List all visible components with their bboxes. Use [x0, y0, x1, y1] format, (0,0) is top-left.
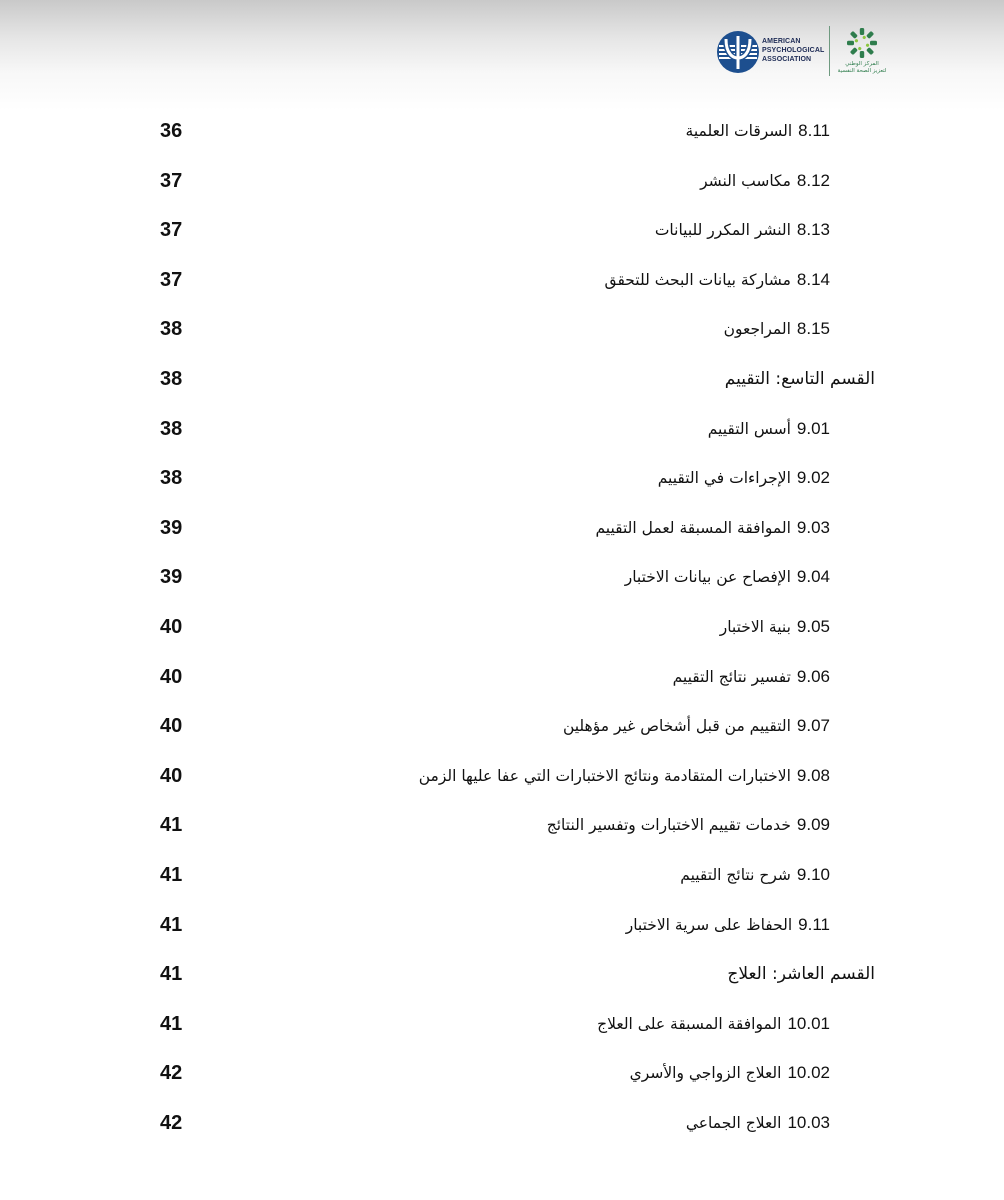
toc-title	[686, 1113, 830, 1133]
toc-page-number: 40	[160, 616, 183, 638]
toc-entry-title: شرح نتائج التقييم	[680, 866, 791, 884]
toc-title	[605, 270, 830, 290]
toc-entry[interactable]	[0, 316, 1004, 346]
toc-entry-number: 9.02	[796, 468, 830, 488]
toc-entry-title: بنية الاختبار	[719, 618, 791, 636]
toc-entry[interactable]	[0, 713, 1004, 743]
toc-entry-number: 9.08	[796, 765, 830, 785]
toc-title	[673, 667, 830, 687]
toc-entry-number: 9.07	[796, 716, 830, 736]
org-caption-line: لتعزيز الصحة النفسية	[837, 68, 887, 74]
toc-page-number: 41	[160, 864, 183, 886]
toc-entry-number: 9.01	[796, 418, 830, 438]
toc-entry-number: 8.12	[796, 170, 830, 190]
toc-entry[interactable]	[0, 564, 1004, 594]
toc-page-number: 39	[160, 516, 183, 539]
toc-title	[630, 1063, 830, 1083]
toc-page-number: 41	[160, 1012, 183, 1035]
toc-entry[interactable]	[0, 763, 1004, 793]
toc-page-number: 41	[160, 963, 183, 986]
toc-title	[725, 369, 875, 389]
toc-entry[interactable]	[0, 614, 1004, 644]
toc-entry-title: خدمات تقييم الاختبارات وتفسير النتائج	[546, 816, 791, 835]
toc-entry-title: الموافقة المسبقة لعمل التقييم	[595, 518, 791, 537]
toc-entry[interactable]	[0, 217, 1004, 247]
toc-entry[interactable]	[0, 1110, 1004, 1140]
toc-entry-title: السرقات العلمية	[685, 122, 793, 140]
toc-page-number: 40	[160, 715, 183, 738]
toc-entry-title: الإفصاح عن بيانات الاختبار	[624, 568, 791, 587]
toc-entry[interactable]	[0, 912, 1004, 942]
toc-entry-number: 8.15	[796, 319, 830, 339]
toc-title	[655, 220, 830, 240]
toc-entry-title: الإجراءات في التقييم	[657, 469, 791, 488]
toc-page-number: 37	[160, 169, 183, 192]
toc-title	[724, 319, 830, 339]
toc-entry-number: 9.11	[798, 914, 830, 934]
toc-page-number: 38	[160, 368, 183, 390]
toc-page-number: 42	[160, 1112, 183, 1134]
toc-page-number: 36	[160, 120, 183, 142]
toc-entry[interactable]	[0, 664, 1004, 694]
toc-entry-title: التقييم من قبل أشخاص غير مؤهلين	[562, 717, 791, 736]
toc-entry-number: 8.13	[796, 220, 830, 240]
toc-title	[625, 567, 830, 587]
toc-page-number: 37	[160, 268, 183, 291]
toc-title	[686, 121, 830, 141]
toc-title	[547, 815, 830, 835]
toc-page-number: 40	[160, 665, 183, 688]
toc-page-number: 41	[160, 814, 183, 837]
toc-entry-title: القسم العاشر: العلاج	[727, 964, 875, 985]
toc-entry[interactable]	[0, 465, 1004, 495]
toc-entry-number: 8.11	[798, 121, 830, 140]
toc-entry-number: 9.05	[796, 617, 830, 636]
apa-logo-line: PSYCHOLOGICAL	[762, 47, 825, 54]
toc-title	[658, 468, 830, 488]
apa-logo-line: ASSOCIATION	[762, 56, 812, 63]
toc-title	[727, 964, 875, 984]
toc-entry-title: الحفاظ على سرية الاختبار	[625, 915, 793, 934]
toc-entry-number: 9.09	[796, 815, 830, 835]
toc-section-heading[interactable]	[0, 961, 1004, 991]
toc-page-number: 38	[160, 467, 183, 490]
toc-title	[700, 171, 830, 191]
toc-entry[interactable]	[0, 416, 1004, 446]
toc-entry-title: الموافقة المسبقة على العلاج	[597, 1014, 782, 1033]
toc-title	[720, 617, 830, 637]
toc-entry-title: النشر المكرر للبيانات	[654, 221, 791, 240]
toc-title	[597, 1014, 830, 1034]
toc-entry-number: 10.01	[787, 1013, 830, 1033]
apa-logo-line: AMERICAN	[762, 38, 801, 45]
toc-entry[interactable]	[0, 862, 1004, 892]
toc-entry-title: مشاركة بيانات البحث للتحقق	[604, 270, 791, 289]
toc-entry[interactable]	[0, 515, 1004, 545]
org-caption-line: المركز الوطني	[845, 61, 879, 67]
toc-title	[563, 716, 830, 736]
toc-entry-title: العلاج الجماعي	[685, 1114, 782, 1132]
toc-entry[interactable]	[0, 118, 1004, 148]
toc-entry-title: العلاج الزواجي والأسري	[629, 1064, 782, 1083]
toc-entry[interactable]	[0, 267, 1004, 297]
toc-entry-title: تفسير نتائج التقييم	[672, 667, 791, 686]
toc-entry-title: الاختبارات المتقادمة ونتائج الاختبارات التي عفا عليها الزمن	[418, 766, 791, 785]
toc-entry[interactable]	[0, 1011, 1004, 1041]
toc-page-number: 37	[160, 219, 183, 242]
toc-entry-title: القسم التاسع: التقييم	[724, 369, 875, 389]
toc-entry-number: 9.10	[796, 865, 830, 884]
toc-page-number: 39	[160, 566, 183, 589]
toc-page-number: 40	[160, 764, 183, 787]
toc-section-heading[interactable]	[0, 366, 1004, 396]
toc-entry[interactable]	[0, 1060, 1004, 1090]
toc-entry-number: 9.03	[796, 517, 830, 537]
toc-entry-title: المراجعون	[723, 320, 791, 339]
toc-title	[680, 865, 830, 885]
toc-page-number: 38	[160, 417, 183, 440]
toc-entry-number: 9.06	[796, 666, 830, 686]
toc-page-number: 41	[160, 913, 183, 936]
toc-title	[595, 518, 830, 538]
toc-page-number: 42	[160, 1062, 183, 1085]
toc-title	[626, 915, 830, 935]
toc-entry[interactable]	[0, 168, 1004, 198]
toc-page-number: 38	[160, 318, 183, 341]
toc-entry-number: 8.14	[796, 269, 830, 289]
toc-entry-number: 10.02	[787, 1063, 830, 1083]
toc-title	[419, 766, 830, 786]
toc-entry-title: مكاسب النشر	[700, 171, 791, 190]
toc-title	[708, 419, 830, 439]
toc-entry[interactable]	[0, 812, 1004, 842]
toc-entry-title: أسس التقييم	[707, 419, 791, 438]
toc-entry-number: 9.04	[796, 567, 830, 587]
toc-entry-number: 10.03	[787, 1113, 830, 1132]
